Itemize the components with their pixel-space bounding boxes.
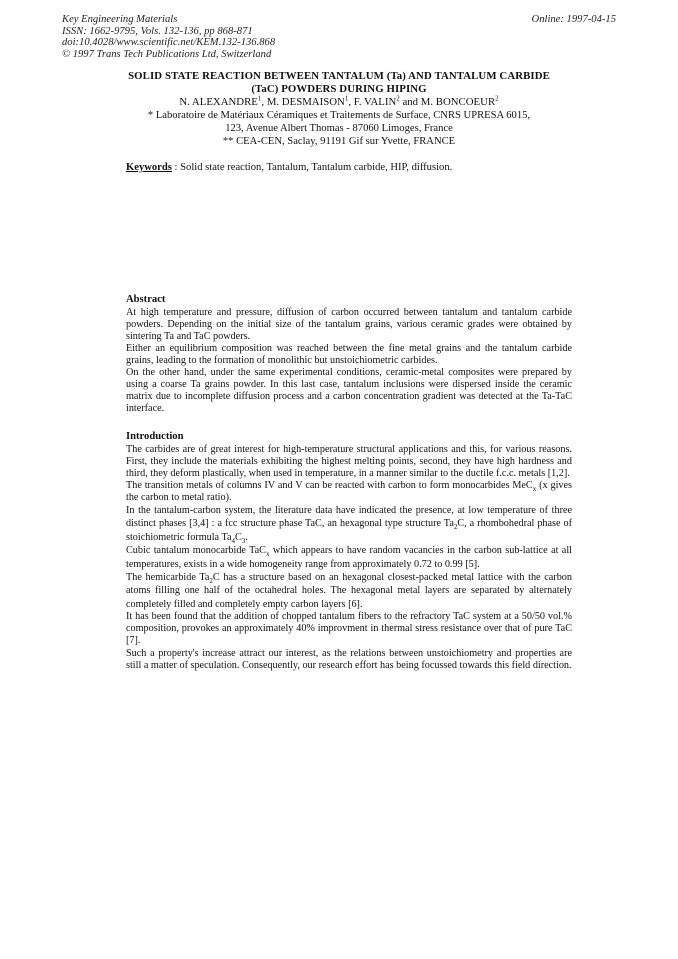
author-1: N. ALEXANDRE — [179, 96, 258, 109]
intro-p4-text: Cubic tantalum monocarbide TaC — [126, 545, 266, 557]
paper-title — [100, 70, 578, 95]
author-4: M. BONCOEUR — [420, 96, 496, 109]
abstract-section — [126, 294, 572, 415]
author-4-affil: 2 — [495, 94, 499, 103]
title-line-1: SOLID STATE REACTION BETWEEN TANTALUM (Ta) AND TANTALUM CARBIDE — [128, 70, 550, 82]
intro-p3-text-2: C, a rhombohedral phase of stoichiometric formula Ta — [126, 518, 572, 543]
intro-p5-sub: 2 — [209, 577, 213, 586]
intro-p3-sub-2: 4 — [231, 536, 235, 545]
journal-name: Key Engineering Materials — [62, 14, 178, 25]
intro-p4-sub: x — [265, 550, 270, 559]
intro-p2-sub: x — [532, 484, 537, 493]
online-date: Online: 1997-04-15 — [531, 14, 616, 25]
affiliation-1: * Laboratoire de Matériaux Céramiques et Traitements de Surface, CNRS UPRESA 6015, — [147, 110, 531, 122]
author-separator: , — [348, 96, 354, 109]
abstract-paragraph-3: On the other hand, under the same experimental conditions, ceramic-metal composites were prepared by using a coarse Ta grains powder. In this last case, tantalum inclusions were dispersed inside the ceramic matrix due to incomplete diffusion process and a carbon concentration gradient was detected at the Ta-TaC interface. — [126, 366, 572, 415]
affiliation-2: 123, Avenue Albert Thomas - 87060 Limoges, France — [225, 123, 453, 135]
intro-paragraph-3 — [126, 504, 572, 544]
doi-line: doi:10.4028/www.scientific.net/KEM.132-136.868 — [62, 37, 276, 49]
author-separator: , — [261, 96, 267, 109]
intro-p3-sub-3: 3 — [241, 536, 246, 545]
abstract-paragraph-2: Either an equilibrium composition was reached between the fine metal grains and the tantalum carbide grains, leading to the formation of monolithic but unstoichiometric carbides. — [126, 342, 572, 366]
intro-p4-text-end: which appears to have random vacancies in the carbon sub-lattice at all temperatures, exists in a wide homogeneity range from approximately 0.72 to 0.99 [5]. — [126, 545, 572, 570]
intro-p3-text-3: C — [234, 531, 242, 543]
intro-p5-text-end: C has a structure based on an hexagonal closest-packed metal lattice with the carbon atoms filling one half of the octahedral holes. The hexagonal metal layers are separated by alternately completely filled and completely empty carbon layers [6]. — [126, 572, 572, 610]
keywords-label: Keywords — [126, 162, 172, 173]
author-3: F. VALIN — [353, 96, 397, 109]
author-2-affil: 1 — [344, 94, 349, 103]
keywords — [126, 162, 576, 173]
author-3-affil: 2 — [396, 94, 400, 103]
intro-paragraph-1: The carbides are of great interest for high-temperature structural applications and this, for various reasons. First, they include the materials exhibiting the highest melting points, second, they have high hardness and third, they deform plastically, when used in temperature, in a manner similar to the ductile f.c.c. metals [1,2]. — [126, 443, 572, 479]
introduction-heading: Introduction — [126, 431, 184, 442]
affiliation-3: ** CEA-CEN, Saclay, 91191 Gif sur Yvette, FRANCE — [222, 136, 456, 148]
intro-p2-text-end: (x gives the carbon to metal ratio). — [126, 479, 572, 503]
title-line-2: (TaC) POWDERS DURING HIPING — [251, 82, 427, 95]
intro-p3-text: In the tantalum-carbon system, the literature data have indicated the presence, at low temperature of three distinct phases [3,4] : a fcc structure phase TaC, an hexagonal type structure Ta — [126, 504, 572, 530]
introduction-section — [126, 431, 572, 672]
copyright-line: © 1997 Trans Tech Publications Ltd, Switzerland — [62, 48, 272, 60]
abstract-heading: Abstract — [126, 294, 166, 305]
author-1-affil: 1 — [257, 94, 262, 103]
page-header — [62, 14, 618, 60]
author-and: and — [399, 96, 421, 109]
intro-paragraph-4 — [126, 544, 572, 571]
issn-line: ISSN: 1662-9795, Vols. 132-136, pp 868-871 — [62, 25, 253, 37]
intro-p2-text: The transition metals of columns IV and V can be reacted with carbon to form monocarbides MeC — [126, 479, 533, 491]
intro-paragraph-7: Such a property's increase attract our interest, as the relations between unstoichiometry and properties are still a matter of speculation. Consequently, our research effort has being focussed towards this field direction. — [126, 647, 572, 671]
author-2: M. DESMAISON — [266, 96, 345, 109]
author-list — [100, 96, 578, 109]
title-block — [100, 70, 578, 148]
intro-paragraph-5 — [126, 571, 572, 611]
keywords-text: : Solid state reaction, Tantalum, Tantalum carbide, HIP, diffusion. — [171, 162, 453, 173]
intro-p3-sub-1: 2 — [453, 523, 458, 532]
intro-paragraph-2 — [126, 480, 572, 504]
abstract-paragraph-1: At high temperature and pressure, diffusion of carbon occurred between tantalum and tantalum carbide powders. Depending on the initial size of the tantalum grains, various ceramic grades were obtained by sintering Ta and TaC powders. — [126, 306, 572, 342]
intro-p5-text: The hemicarbide Ta — [126, 572, 210, 583]
intro-p3-text-end: . — [245, 531, 248, 543]
intro-paragraph-6: It has been found that the addition of chopped tantalum fibers to the refractory TaC system at a 50/50 vol.% composition, provokes an approximately 40% improvment in thermal stress resistance over that of pure TaC [7]. — [126, 611, 572, 647]
